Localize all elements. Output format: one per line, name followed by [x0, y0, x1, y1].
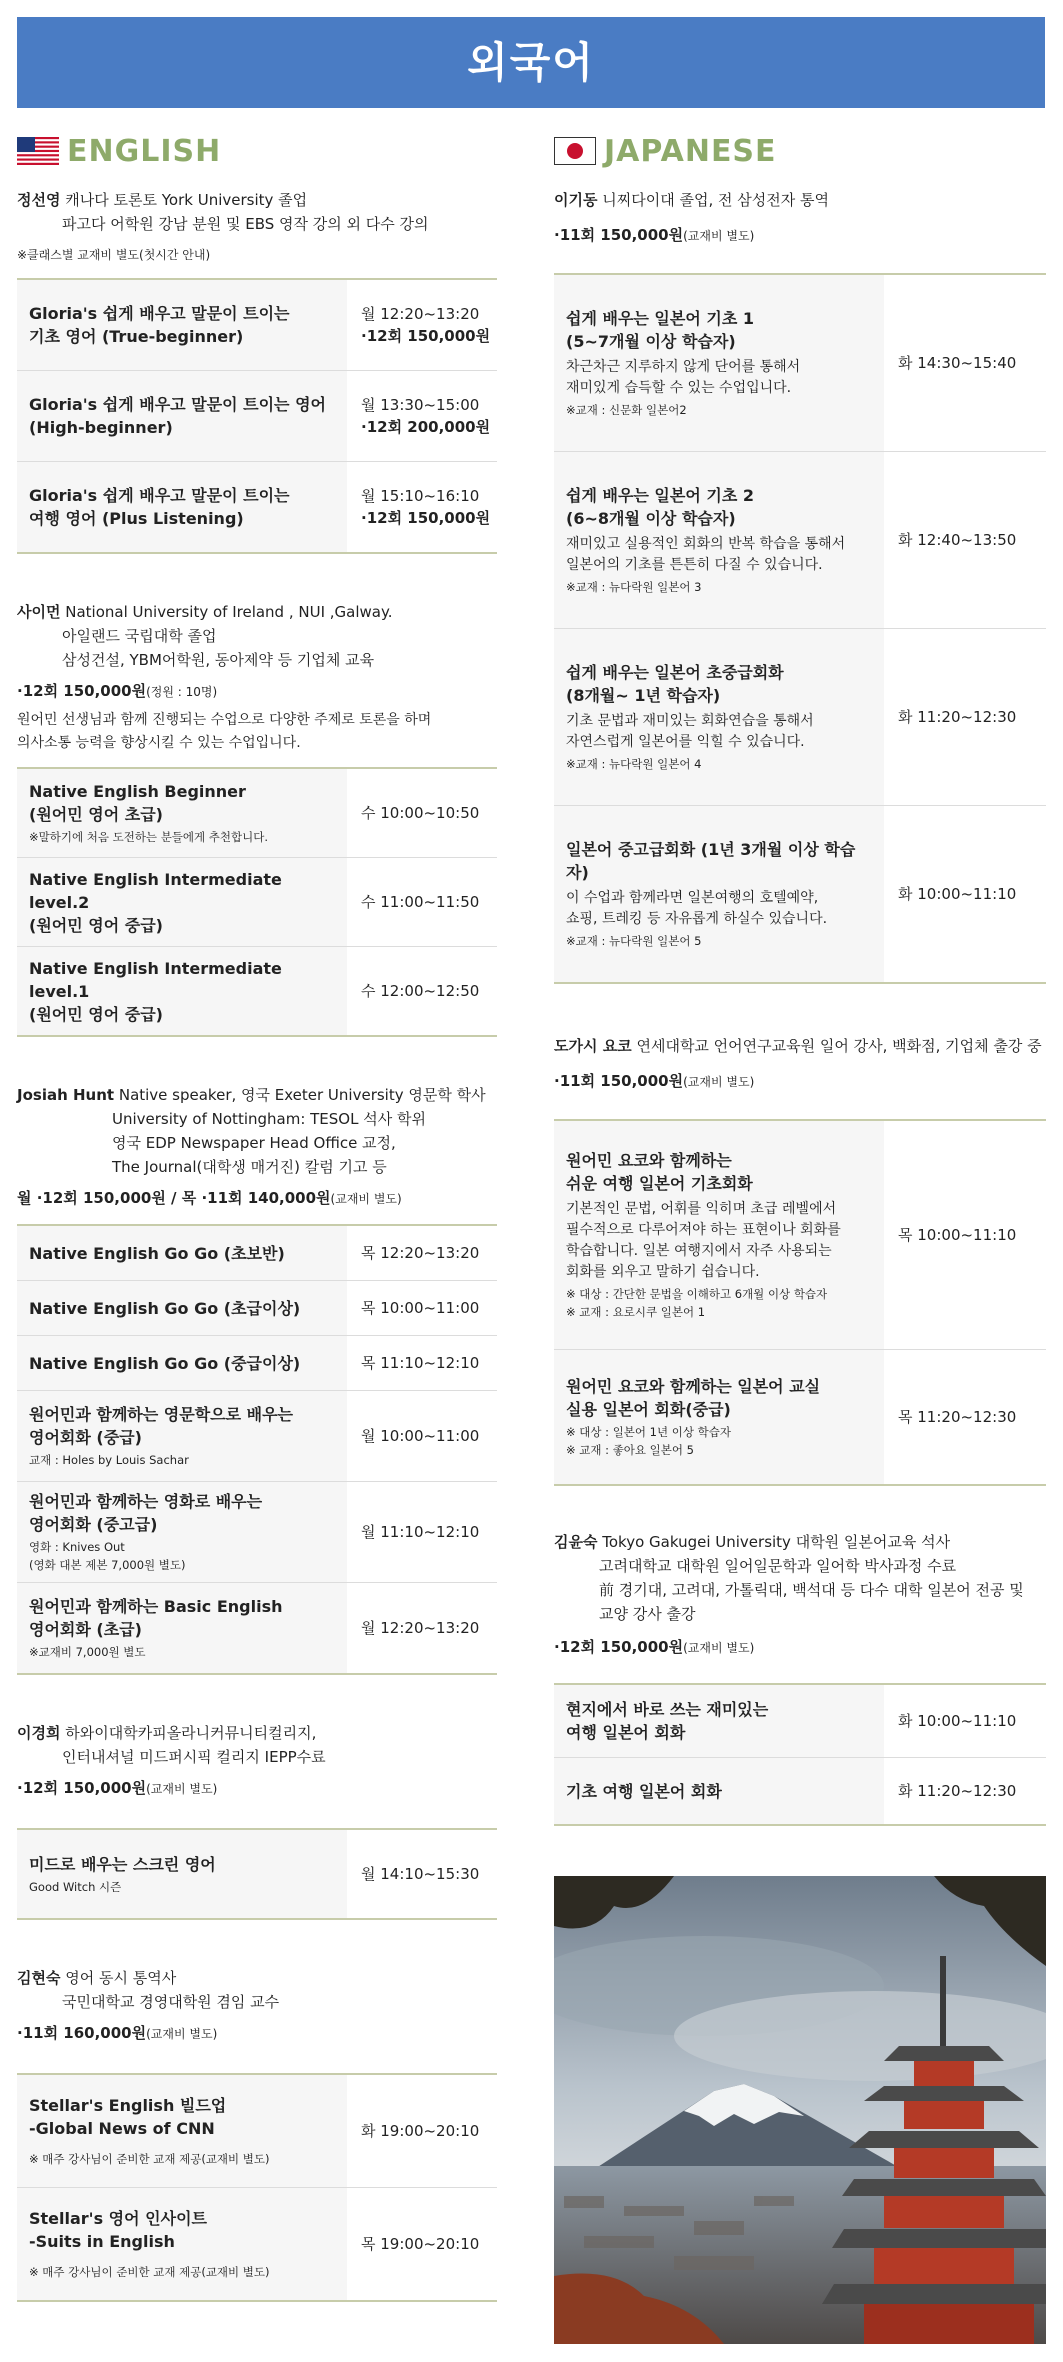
course-title: Native English Intermediate level.2 (원어민 영어 중급) — [29, 869, 282, 935]
course-row — [554, 451, 1046, 628]
course-time: 월 12:20~13:20 — [361, 305, 480, 323]
course-time: 목 11:20~12:30 — [898, 1408, 1017, 1426]
teacher-bio: 인터내셔널 미드퍼시픽 컬리지 IEPP수료 — [62, 1748, 326, 1766]
course-row — [554, 1121, 1046, 1349]
japanese-heading — [554, 130, 1046, 172]
course-time: 목 10:00~11:10 — [898, 1226, 1017, 1244]
course-title: Stellar's 영어 인사이트 -Suits in English — [29, 2209, 207, 2251]
course-row — [17, 1830, 497, 1918]
price-info — [554, 1068, 1046, 1095]
course-title: Native English Go Go (중급이상) — [29, 1353, 301, 1373]
teacher-bio: 국민대학교 경영대학원 겸임 교수 — [62, 1993, 280, 2011]
price: ·12회 150,000원 — [554, 1638, 684, 1656]
course-title: Native English Intermediate level.1 (원어민 영어 중급) — [29, 958, 282, 1024]
english-heading — [17, 130, 497, 172]
teacher-name: 이기동 — [554, 191, 598, 209]
course-title: Native English Go Go (초보반) — [29, 1243, 285, 1263]
course-table — [17, 1828, 497, 1920]
course-note: ※교재 : 뉴다락원 일본어 3 — [566, 580, 702, 594]
course-table — [17, 1224, 497, 1675]
course-title: 원어민과 함께하는 영문학으로 배우는 영어회화 (중급) — [29, 1405, 294, 1447]
teacher-bio: The Journal(대학생 매거진) 칼럼 기고 등 — [112, 1158, 387, 1176]
price-info — [554, 222, 1046, 249]
course-time: 목 10:00~11:00 — [361, 1299, 480, 1317]
course-note: 영화 : Knives Out (영화 대본 제본 7,000원 별도) — [29, 1540, 186, 1572]
course-title: 쉽게 배우는 일본어 기초 1 (5~7개월 이상 학습자) — [566, 309, 754, 351]
course-note: ※교재 : 뉴다락원 일본어 4 — [566, 757, 702, 771]
course-row — [17, 1582, 497, 1673]
course-price: ·12회 150,000원 — [361, 509, 491, 527]
price-info — [17, 678, 497, 705]
course-time: 수 10:00~10:50 — [361, 804, 480, 822]
course-price: ·12회 200,000원 — [361, 418, 491, 436]
japanese-title: JAPANESE — [604, 133, 777, 169]
teacher-name: Josiah Hunt — [17, 1086, 115, 1104]
price-info — [554, 1634, 1046, 1661]
teacher-bio: 고려대학교 대학원 일어일문학과 일어학 박사과정 수료 — [599, 1557, 957, 1575]
course-row — [17, 280, 497, 370]
course-title: 일본어 중고급회화 (1년 3개월 이상 학습자) — [566, 840, 856, 882]
teacher-info — [554, 1034, 1046, 1058]
course-title: Native English Go Go (초급이상) — [29, 1298, 301, 1318]
course-description: 차근차근 지루하지 않게 단어를 통해서 재미있게 습득할 수 있는 수업입니다. — [566, 359, 801, 396]
teacher-bio: 아일랜드 국립대학 졸업 — [62, 627, 217, 645]
teacher-bio: 영국 EDP Newspaper Head Office 교정, — [112, 1134, 396, 1152]
course-row — [17, 1226, 497, 1280]
price: 월 ·12회 150,000원 / 목 ·11회 140,000원 — [17, 1189, 331, 1207]
page-title: 외국어 — [467, 38, 595, 87]
teacher-bio: 하와이대학카피올라니커뮤니티컬리지, — [65, 1724, 317, 1742]
course-time: 월 12:20~13:20 — [361, 1619, 480, 1637]
course-note: ※교재 : 신문화 일본어2 — [566, 403, 687, 417]
mt-fuji-pagoda-photo — [554, 1876, 1046, 2344]
course-title: 원어민 요코와 함께하는 일본어 교실 실용 일본어 회화(중급) — [566, 1377, 821, 1419]
course-title: Gloria's 쉽게 배우고 말문이 트이는 영어 (High-beginner) — [29, 395, 326, 437]
course-price: ·12회 150,000원 — [361, 327, 491, 345]
course-table — [17, 2073, 497, 2302]
english-column — [17, 130, 497, 2302]
price-info — [17, 1185, 497, 1212]
course-note: ※ 매주 강사님이 준비한 교재 제공(교재비 별도) — [29, 2152, 270, 2166]
teacher-info — [17, 188, 497, 266]
course-table — [17, 278, 497, 554]
course-time: 화 19:00~20:10 — [361, 2122, 480, 2140]
group-description: 원어민 선생님과 함께 진행되는 수업으로 다양한 주제로 토론을 하며 의사소통 능력을 향상시킬 수 있는 수업입니다. — [17, 712, 432, 751]
course-title: Gloria's 쉽게 배우고 말문이 트이는 기초 영어 (True-beginner) — [29, 304, 290, 346]
course-row — [17, 2187, 497, 2300]
course-table — [554, 1119, 1046, 1486]
course-note: Good Witch 시즌 — [29, 1879, 122, 1894]
teacher-bio: 영어 동시 통역사 — [65, 1969, 177, 1987]
teacher-bio: 파고다 어학원 강남 분원 및 EBS 영작 강의 외 다수 강의 — [62, 215, 429, 233]
price-note: (정원 : 10명) — [146, 685, 218, 699]
teacher-name: 정선영 — [17, 191, 61, 209]
us-flag-icon — [17, 137, 59, 165]
japan-flag-icon — [554, 137, 596, 165]
price: ·11회 150,000원 — [554, 1072, 684, 1090]
course-note: ※ 대상 : 일본어 1년 이상 학습자 ※ 교재 : 좋아요 일본어 5 — [566, 1425, 731, 1457]
teacher-bio: 前 경기대, 고려대, 가톨릭대, 백석대 등 다수 대학 일본어 전공 및 — [599, 1581, 1024, 1599]
landscape-illustration — [554, 1876, 1046, 2344]
price-note: (교재비 별도) — [683, 1075, 755, 1089]
course-title: 원어민 요코와 함께하는 쉬운 여행 일본어 기초회화 — [566, 1151, 753, 1193]
course-table — [554, 273, 1046, 984]
price: ·11회 150,000원 — [554, 226, 684, 244]
course-table — [17, 767, 497, 1037]
teacher-bio: 삼성건설, YBM어학원, 동아제약 등 기업체 교육 — [62, 651, 375, 669]
teacher-name: 김현숙 — [17, 1969, 61, 1987]
textbook-note: ※클래스별 교재비 별도(첫시간 안내) — [17, 248, 211, 262]
course-row — [554, 1757, 1046, 1824]
price-note: (교재비 별도) — [683, 229, 755, 243]
teacher-info — [554, 188, 1046, 212]
teacher-bio: Native speaker, 영국 Exeter University 영문학 학사 — [118, 1086, 486, 1104]
course-title: 원어민과 함께하는 Basic English 영어회화 (초급) — [29, 1597, 283, 1639]
course-title: 쉽게 배우는 일본어 기초 2 (6~8개월 이상 학습자) — [566, 486, 754, 528]
course-row — [554, 628, 1046, 805]
price-info — [17, 2020, 497, 2047]
course-time: 월 11:10~12:10 — [361, 1523, 480, 1541]
course-row — [17, 769, 497, 857]
course-description: 기초 문법과 재미있는 회화연습을 통해서 자연스럽게 일본어를 익힐 수 있습니다. — [566, 713, 814, 750]
teacher-bio: 연세대학교 언어연구교육원 일어 강사, 백화점, 기업체 출강 중 — [636, 1037, 1042, 1055]
course-title: 기초 여행 일본어 회화 — [566, 1781, 722, 1801]
course-row — [17, 1481, 497, 1582]
course-time: 목 19:00~20:10 — [361, 2235, 480, 2253]
price-note: (교재비 별도) — [146, 2027, 218, 2041]
course-note: 교재 : Holes by Louis Sachar — [29, 1453, 189, 1467]
teacher-bio: Tokyo Gakugei University 대학원 일본어교육 석사 — [602, 1533, 951, 1551]
teacher-name: 이경희 — [17, 1724, 61, 1742]
teacher-bio: 캐나다 토론토 York University 졸업 — [65, 191, 308, 209]
course-time: 월 14:10~15:30 — [361, 1865, 480, 1883]
course-time: 수 11:00~11:50 — [361, 893, 480, 911]
japanese-column — [554, 130, 1046, 1826]
price: ·12회 150,000원 — [17, 682, 147, 700]
course-time: 목 11:10~12:10 — [361, 1354, 480, 1372]
course-row — [17, 1390, 497, 1481]
teacher-name: 도가시 요코 — [554, 1037, 632, 1055]
course-title: Gloria's 쉽게 배우고 말문이 트이는 여행 영어 (Plus Listening) — [29, 486, 290, 528]
course-time: 월 15:10~16:10 — [361, 487, 480, 505]
course-title: Stellar's English 빌드업 -Global News of CNN — [29, 2096, 227, 2138]
course-time: 수 12:00~12:50 — [361, 982, 480, 1000]
teacher-bio: National University of Ireland , NUI ,Galway. — [65, 603, 393, 621]
course-time: 월 10:00~11:00 — [361, 1427, 480, 1445]
teacher-bio: 니찌다이대 졸업, 전 삼성전자 통역 — [602, 191, 829, 209]
course-note: ※교재비 7,000원 별도 — [29, 1645, 146, 1659]
page-header — [17, 17, 1045, 108]
course-time: 화 14:30~15:40 — [898, 354, 1017, 372]
teacher-info — [17, 1966, 497, 2014]
course-title: 현지에서 바로 쓰는 재미있는 여행 일본어 회화 — [566, 1700, 769, 1742]
course-note: ※ 매주 강사님이 준비한 교재 제공(교재비 별도) — [29, 2265, 270, 2279]
course-time: 화 10:00~11:10 — [898, 885, 1017, 903]
course-title: Native English Beginner (원어민 영어 초급) — [29, 782, 246, 824]
course-description: 재미있고 실용적인 회화의 반복 학습을 통해서 일본어의 기초를 튼튼히 다질 수 있습니다. — [566, 536, 846, 573]
course-time: 목 12:20~13:20 — [361, 1244, 480, 1262]
course-row — [17, 1335, 497, 1390]
course-title: 미드로 배우는 스크린 영어 — [29, 1854, 216, 1874]
course-note: ※말하기에 처음 도전하는 분들에게 추천합니다. — [29, 830, 268, 844]
price: ·12회 150,000원 — [17, 1779, 147, 1797]
price: ·11회 160,000원 — [17, 2024, 147, 2042]
course-time: 화 12:40~13:50 — [898, 531, 1017, 549]
course-row — [17, 2075, 497, 2187]
teacher-info — [554, 1530, 1046, 1626]
price-note: (교재비 별도) — [683, 1641, 755, 1655]
course-time: 월 13:30~15:00 — [361, 396, 480, 414]
course-row — [554, 1349, 1046, 1484]
course-row — [17, 370, 497, 461]
price-note: (교재비 별도) — [330, 1192, 402, 1206]
teacher-info — [17, 1721, 497, 1769]
teacher-bio: University of Nottingham: TESOL 석사 학위 — [112, 1110, 426, 1128]
course-row — [554, 275, 1046, 451]
teacher-bio: 교양 강사 출강 — [599, 1605, 696, 1623]
course-row — [554, 805, 1046, 982]
course-title: 쉽게 배우는 일본어 초중급회화 (8개월~ 1년 학습자) — [566, 663, 784, 705]
course-time: 화 11:20~12:30 — [898, 1782, 1017, 1800]
course-time: 화 10:00~11:10 — [898, 1712, 1017, 1730]
course-row — [17, 857, 497, 946]
course-note: ※ 대상 : 간단한 문법을 이해하고 6개월 이상 학습자 ※ 교재 : 요로시쿠 일본어 1 — [566, 1287, 828, 1319]
course-description: 이 수업과 함께라면 일본여행의 호텔예약, 쇼핑, 트레킹 등 자유롭게 하실수 있습니다. — [566, 890, 828, 927]
course-row — [17, 946, 497, 1035]
teacher-info — [17, 1083, 497, 1179]
course-title: 원어민과 함께하는 영화로 배우는 영어회화 (중고급) — [29, 1492, 263, 1534]
english-title: ENGLISH — [67, 133, 222, 169]
course-row — [17, 1280, 497, 1335]
course-row — [17, 461, 497, 552]
course-time: 화 11:20~12:30 — [898, 708, 1017, 726]
teacher-info — [17, 600, 497, 672]
course-table — [554, 1683, 1046, 1826]
teacher-name: 사이먼 — [17, 603, 61, 621]
course-description: 기본적인 문법, 어휘를 익히며 초급 레벨에서 필수적으로 다루어져야 하는 표현이나 회화를 학습합니다. 일본 여행지에서 자주 사용되는 회화를 외우고 말하기 쉽습니다. — [566, 1201, 841, 1280]
price-info — [17, 1775, 497, 1802]
course-note: ※교재 : 뉴다락원 일본어 5 — [566, 934, 702, 948]
course-row — [554, 1685, 1046, 1757]
price-note: (교재비 별도) — [146, 1782, 218, 1796]
teacher-name: 김윤숙 — [554, 1533, 598, 1551]
